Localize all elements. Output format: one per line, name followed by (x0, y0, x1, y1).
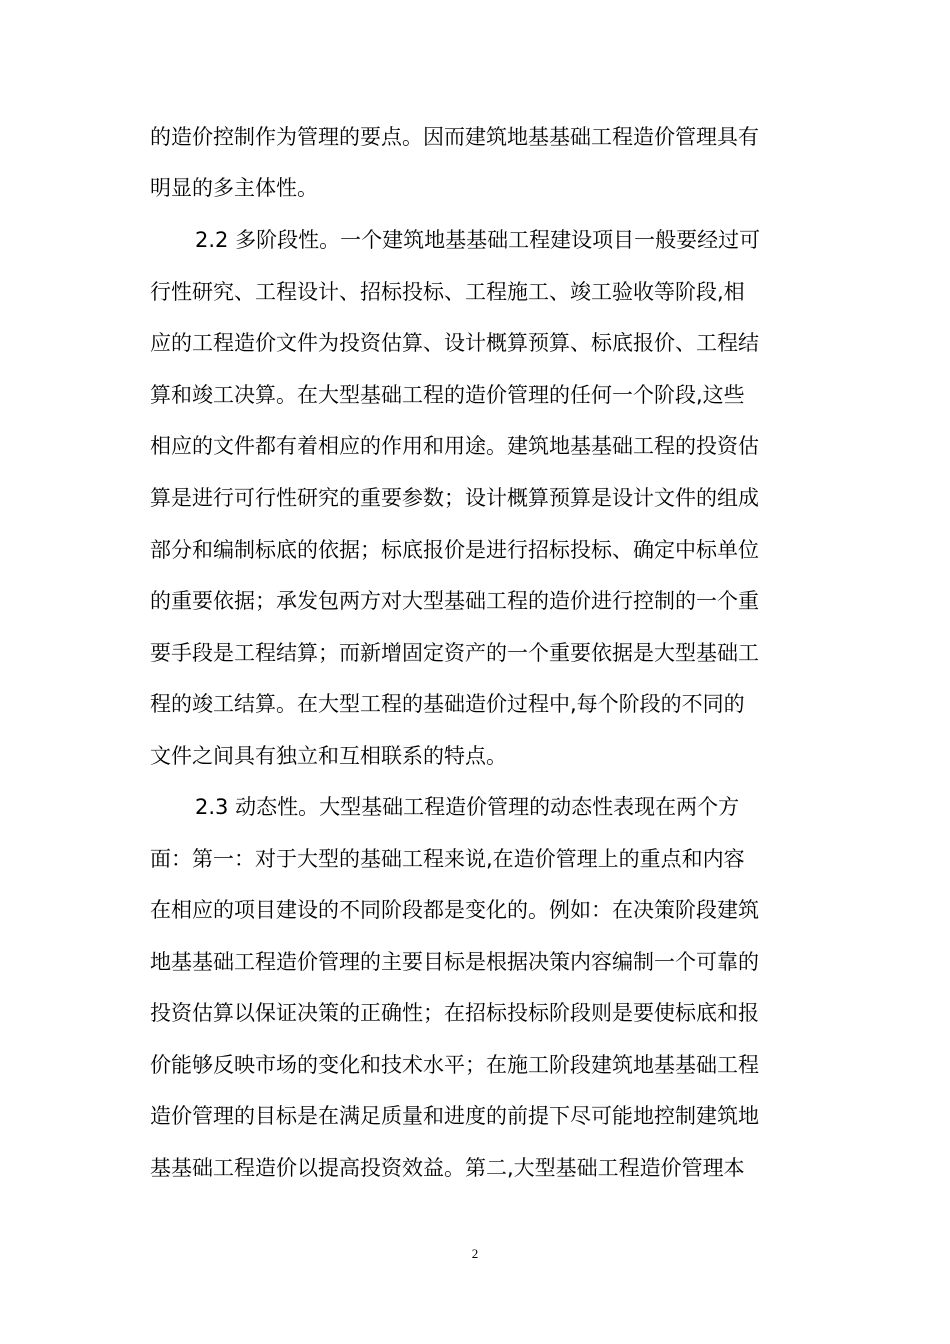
text-line: 要手段是工程结算；而新增固定资产的一个重要依据是大型基础工 (150, 641, 759, 665)
text-line: 基基础工程造价以提高投资效益。第二,大型基础工程造价管理本 (150, 1156, 745, 1180)
text-line: 程的竣工结算。在大型工程的基础造价过程中,每个阶段的不同的 (150, 692, 745, 716)
text-line: 投资估算以保证决策的正确性；在招标投标阶段则是要使标底和报 (150, 1001, 759, 1025)
text-line: 部分和编制标底的依据；标底报价是进行招标投标、确定中标单位 (150, 538, 759, 562)
text-line: 的重要依据；承发包两方对大型基础工程的造价进行控制的一个重 (150, 589, 759, 613)
section-heading-line: 2.2 多阶段性。一个建筑地基基础工程建设项目一般要经过可 (195, 228, 761, 252)
text-line: 明显的多主体性。 (150, 176, 318, 200)
text-line: 价能够反映市场的变化和技术水平；在施工阶段建筑地基基础工程 (150, 1053, 759, 1077)
text-line: 造价管理的目标是在满足质量和进度的前提下尽可能地控制建筑地 (150, 1104, 759, 1128)
text-line: 文件之间具有独立和互相联系的特点。 (150, 744, 507, 768)
page-number: 2 (471, 1246, 479, 1261)
text-line: 行性研究、工程设计、招标投标、工程施工、竣工验收等阶段,相 (150, 280, 745, 304)
section-heading-line: 2.3 动态性。大型基础工程造价管理的动态性表现在两个方 (195, 795, 740, 819)
text-line: 在相应的项目建设的不同阶段都是变化的。例如：在决策阶段建筑 (150, 898, 759, 922)
text-line: 的造价控制作为管理的要点。因而建筑地基基础工程造价管理具有 (150, 125, 759, 149)
text-line: 面：第一：对于大型的基础工程来说,在造价管理上的重点和内容 (150, 847, 745, 871)
text-line: 算是进行可行性研究的重要参数；设计概算预算是设计文件的组成 (150, 486, 759, 510)
text-line: 相应的文件都有着相应的作用和用途。建筑地基基础工程的投资估 (150, 434, 759, 458)
text-line: 地基基础工程造价管理的主要目标是根据决策内容编制一个可靠的 (150, 950, 759, 974)
text-line: 算和竣工决算。在大型基础工程的造价管理的任何一个阶段,这些 (150, 383, 745, 407)
text-line: 应的工程造价文件为投资估算、设计概算预算、标底报价、工程结 (150, 331, 759, 355)
